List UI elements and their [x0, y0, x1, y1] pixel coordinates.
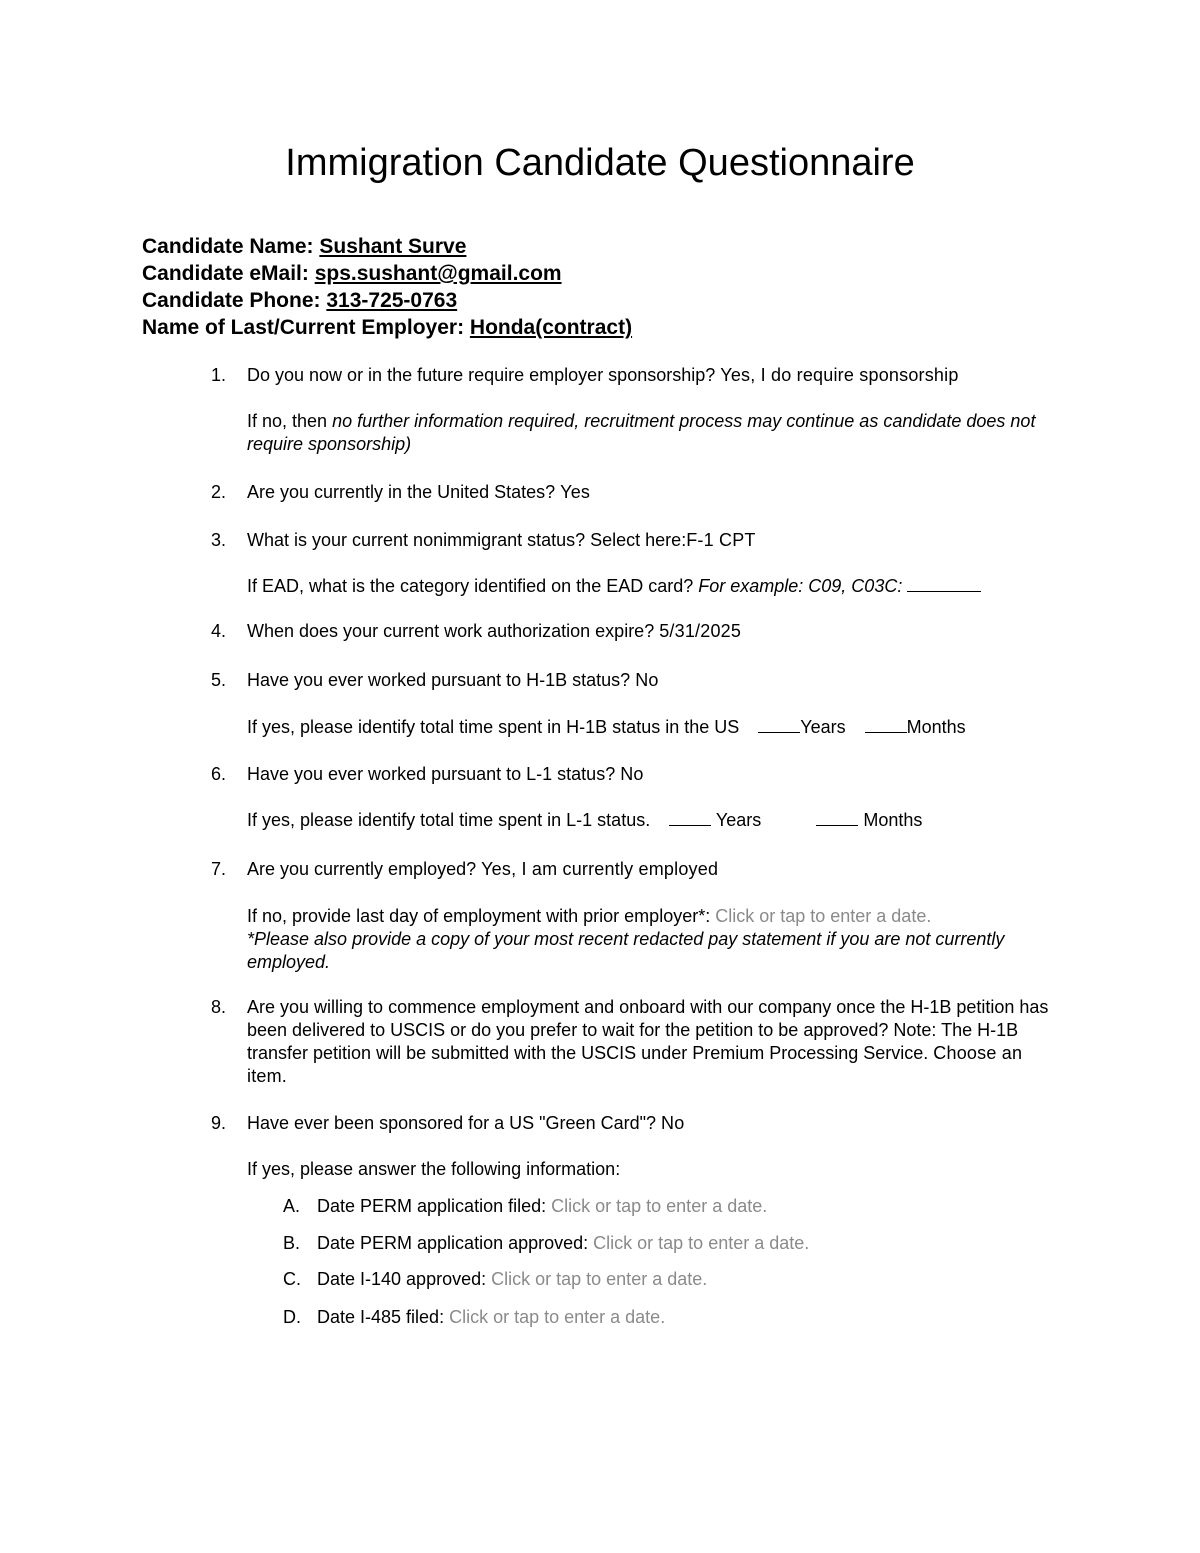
item-label: Date I-140 approved: — [317, 1269, 492, 1289]
i485-filed-date-picker[interactable]: Click or tap to enter a date. — [449, 1307, 666, 1327]
item-label: Date PERM application filed: — [317, 1196, 552, 1216]
question-number: 8. — [211, 997, 227, 1017]
page-title: Immigration Candidate Questionnaire — [285, 142, 915, 184]
note-italic: no further information required, recruitment process may continue as candidate does not require sponsorship) — [247, 411, 1036, 454]
months-label: Months — [863, 810, 923, 830]
question-number: 7. — [211, 859, 227, 879]
candidate-phone-label: Candidate Phone: — [142, 289, 327, 312]
h1b-answer[interactable]: No — [635, 670, 659, 690]
question-number: 9. — [211, 1113, 227, 1133]
employed-answer[interactable]: Yes, I am currently employed — [481, 859, 719, 879]
expiry-date-answer[interactable]: 5/31/2025 — [659, 621, 742, 641]
candidate-email-label: Candidate eMail: — [142, 262, 315, 285]
note-italic: *Please also provide a copy of your most recent redacted pay statement if you are not currently employed. — [247, 929, 1005, 972]
question-text: What is your current nonimmigrant status? Select here: — [247, 530, 687, 550]
candidate-name-label: Candidate Name: — [142, 235, 320, 258]
item-letter: B. — [283, 1233, 301, 1253]
l1-answer[interactable]: No — [620, 764, 644, 784]
note-text: If yes, please identify total time spent in H-1B status in the US — [247, 717, 740, 737]
onboard-choice-select[interactable]: Choose an item. — [247, 1043, 1023, 1086]
perm-approved-date-picker[interactable]: Click or tap to enter a date. — [593, 1233, 810, 1253]
green-card-answer[interactable]: No — [661, 1113, 685, 1133]
note-italic: For example: C09, C03C: — [698, 576, 908, 596]
question-1-note — [247, 410, 1067, 456]
question-text: Have you ever worked pursuant to H-1B status? — [247, 670, 636, 690]
months-label: Months — [906, 717, 966, 737]
h1b-months-blank[interactable] — [865, 716, 907, 733]
question-7-note — [247, 905, 1067, 974]
question-text: Have you ever worked pursuant to L-1 status? — [247, 764, 621, 784]
note-text: If yes, please identify total time spent in L-1 status. — [247, 810, 651, 830]
question-9-note: If yes, please answer the following information: — [247, 1159, 621, 1179]
status-select[interactable]: F-1 CPT — [686, 530, 756, 550]
item-letter: D. — [283, 1307, 301, 1327]
question-number: 1. — [211, 365, 227, 385]
last-day-date-picker[interactable]: Click or tap to enter a date. — [715, 906, 932, 926]
candidate-email-line — [142, 260, 562, 287]
l1-years-blank[interactable] — [669, 809, 711, 826]
years-label: Years — [800, 717, 846, 737]
ead-category-blank[interactable] — [907, 575, 981, 592]
employer-value[interactable]: Honda(contract) — [469, 316, 633, 339]
question-5-note — [247, 716, 1067, 739]
sponsorship-answer[interactable]: Yes, I do require sponsorship — [720, 365, 959, 385]
note-prefix: If no, then — [247, 411, 333, 431]
candidate-phone-value[interactable]: 313-725-0763 — [326, 289, 458, 312]
item-label: Date PERM application approved: — [317, 1233, 594, 1253]
question-number: 5. — [211, 670, 227, 690]
candidate-name-line — [142, 233, 466, 260]
question-number: 6. — [211, 764, 227, 784]
employer-line — [142, 314, 632, 341]
perm-filed-date-picker[interactable]: Click or tap to enter a date. — [551, 1196, 768, 1216]
question-text: Are you currently in the United States? — [247, 482, 561, 502]
question-text: Are you willing to commence employment and onboard with our company once the H-1B petition has been delivered to USCIS or do you prefer to wait for the petition to be approved? Note: The H-1B transfer petition will be submitted with the USCIS under Premium Processing Service. — [247, 997, 1049, 1063]
years-label: Years — [715, 810, 762, 830]
h1b-years-blank[interactable] — [758, 716, 800, 733]
item-letter: A. — [283, 1196, 301, 1216]
item-label: Date I-485 filed: — [317, 1307, 450, 1327]
l1-months-blank[interactable] — [816, 809, 858, 826]
in-us-answer[interactable]: Yes — [560, 482, 591, 502]
question-text: Do you now or in the future require employer sponsorship? — [247, 365, 721, 385]
note-prefix: If no, provide last day of employment with prior employer*: — [247, 906, 716, 926]
question-text: Are you currently employed? — [247, 859, 482, 879]
candidate-email-value[interactable]: sps.sushant@gmail.com — [314, 262, 562, 285]
item-letter: C. — [283, 1269, 301, 1289]
question-number: 3. — [211, 530, 227, 550]
question-number: 4. — [211, 621, 227, 641]
note-prefix: If EAD, what is the category identified on the EAD card? — [247, 576, 699, 596]
question-number: 2. — [211, 482, 227, 502]
question-6-note — [247, 809, 1067, 832]
question-text: When does your current work authorization expire? — [247, 621, 660, 641]
candidate-phone-line — [142, 287, 457, 314]
question-3-note — [247, 575, 1067, 598]
candidate-name-value[interactable]: Sushant Surve — [319, 235, 467, 258]
question-text: Have ever been sponsored for a US "Green Card"? — [247, 1113, 661, 1133]
i140-approved-date-picker[interactable]: Click or tap to enter a date. — [491, 1269, 708, 1289]
employer-label: Name of Last/Current Employer: — [142, 316, 470, 339]
